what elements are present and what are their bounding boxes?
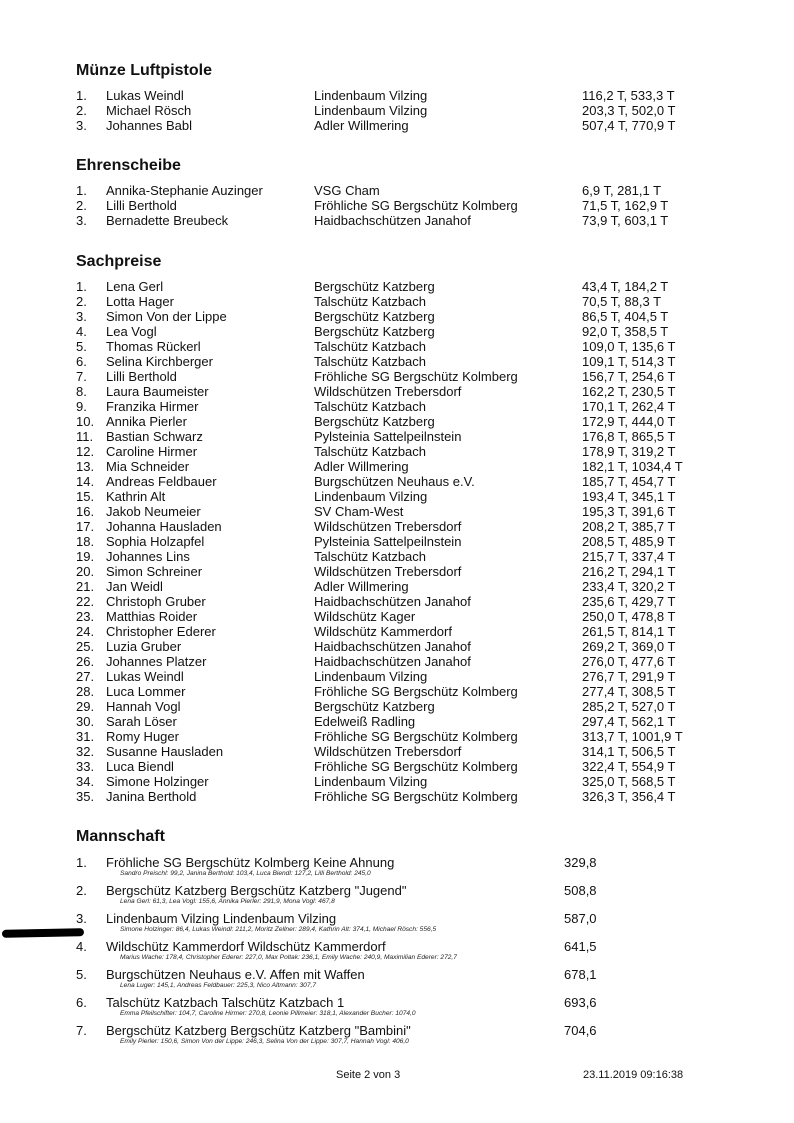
- team-score: 641,5: [564, 939, 597, 954]
- section-title-sachpreise: Sachpreise: [76, 253, 162, 270]
- ranking-row: [76, 759, 716, 774]
- shooter-name: Michael Rösch: [106, 103, 192, 118]
- result-value: 178,9 T, 319,2 T: [582, 444, 676, 459]
- shooter-name: Jakob Neumeier: [106, 504, 201, 519]
- team-rank: 2.: [76, 883, 87, 898]
- rank-number: 33.: [76, 759, 95, 774]
- shooter-name: Johannes Babl: [106, 118, 193, 133]
- shooter-name: Luzia Gruber: [106, 639, 182, 654]
- shooter-name: Selina Kirchberger: [106, 354, 213, 369]
- club-name: Talschütz Katzbach: [314, 549, 427, 564]
- ranking-row: [76, 564, 716, 579]
- result-value: 195,3 T, 391,6 T: [582, 504, 676, 519]
- result-value: 203,3 T, 502,0 T: [582, 103, 676, 118]
- rank-number: 9.: [76, 399, 87, 414]
- ranking-row: [76, 594, 716, 609]
- rank-number: 29.: [76, 699, 95, 714]
- club-name: Fröhliche SG Bergschütz Kolmberg: [314, 369, 518, 384]
- rank-number: 35.: [76, 789, 95, 804]
- team-entry: [76, 1023, 716, 1051]
- rank-number: 17.: [76, 519, 95, 534]
- result-value: 162,2 T, 230,5 T: [582, 384, 676, 399]
- club-name: Haidbachschützen Janahof: [314, 639, 471, 654]
- team-name: Talschütz Katzbach Talschütz Katzbach 1: [106, 995, 345, 1010]
- ranking-row: [76, 774, 716, 789]
- shooter-name: Simon Von der Lippe: [106, 309, 227, 324]
- shooter-name: Romy Huger: [106, 729, 179, 744]
- team-entry: [76, 883, 716, 911]
- ranking-row: [76, 324, 716, 339]
- rank-number: 2.: [76, 103, 87, 118]
- page-number: Seite 2 von 3: [336, 1069, 401, 1081]
- team-entry: [76, 967, 716, 995]
- result-value: 170,1 T, 262,4 T: [582, 399, 676, 414]
- rank-number: 5.: [76, 339, 87, 354]
- team-name: Wildschütz Kammerdorf Wildschütz Kammerdorf: [106, 939, 386, 954]
- ranking-row: [76, 744, 716, 759]
- shooter-name: Annika Pierler: [106, 414, 187, 429]
- team-member-scores: Emma Pfeilschifter: 104,7, Caroline Hirmer: 270,8, Leonie Pillmeier: 318,1, Alexander Bucher: 1074,0: [120, 1010, 416, 1017]
- shooter-name: Christopher Ederer: [106, 624, 216, 639]
- result-value: 156,7 T, 254,6 T: [582, 369, 676, 384]
- shooter-name: Johanna Hausladen: [106, 519, 222, 534]
- shooter-name: Luca Lommer: [106, 684, 186, 699]
- rank-number: 16.: [76, 504, 95, 519]
- ranking-row: [76, 489, 716, 504]
- section-title-ehrenscheibe: Ehrenscheibe: [76, 157, 181, 174]
- team-name: Burgschützen Neuhaus e.V. Affen mit Waffen: [106, 967, 365, 982]
- club-name: SV Cham-West: [314, 504, 404, 519]
- ranking-row: [76, 639, 716, 654]
- ranking-row: [76, 399, 716, 414]
- club-name: Lindenbaum Vilzing: [314, 103, 428, 118]
- rank-number: 3.: [76, 213, 87, 228]
- club-name: Haidbachschützen Janahof: [314, 213, 471, 228]
- ranking-row: [76, 474, 716, 489]
- sachpreise-list: [76, 279, 716, 804]
- club-name: Fröhliche SG Bergschütz Kolmberg: [314, 759, 518, 774]
- team-rank: 5.: [76, 967, 87, 982]
- rank-number: 23.: [76, 609, 95, 624]
- rank-number: 12.: [76, 444, 95, 459]
- ranking-row: [76, 459, 716, 474]
- club-name: Fröhliche SG Bergschütz Kolmberg: [314, 198, 518, 213]
- ranking-row: [76, 429, 716, 444]
- club-name: Wildschützen Trebersdorf: [314, 564, 462, 579]
- rank-number: 4.: [76, 324, 87, 339]
- print-timestamp: 23.11.2019 09:16:38: [583, 1069, 684, 1081]
- ranking-row: [76, 309, 716, 324]
- shooter-name: Christoph Gruber: [106, 594, 206, 609]
- club-name: Talschütz Katzbach: [314, 294, 427, 309]
- club-name: Edelweiß Radling: [314, 714, 416, 729]
- ranking-row: [76, 669, 716, 684]
- result-value: 176,8 T, 865,5 T: [582, 429, 676, 444]
- team-rank: 7.: [76, 1023, 87, 1038]
- shooter-name: Lea Vogl: [106, 324, 157, 339]
- shooter-name: Janina Berthold: [106, 789, 197, 804]
- team-member-scores: Marius Wache: 178,4, Christopher Ederer: 227,0, Max Poltak: 236,1, Emily Wache: 240,9, Maximilian Ederer: 272,7: [120, 954, 457, 961]
- club-name: Wildschützen Trebersdorf: [314, 744, 462, 759]
- team-score: 693,6: [564, 995, 597, 1010]
- rank-number: 3.: [76, 118, 87, 133]
- team-score: 587,0: [564, 911, 597, 926]
- ranking-row: [76, 654, 716, 669]
- result-value: 6,9 T, 281,1 T: [582, 183, 662, 198]
- shooter-name: Luca Biendl: [106, 759, 174, 774]
- result-value: 269,2 T, 369,0 T: [582, 639, 676, 654]
- rank-number: 21.: [76, 579, 95, 594]
- shooter-name: Franzika Hirmer: [106, 399, 199, 414]
- shooter-name: Thomas Rückerl: [106, 339, 201, 354]
- club-name: Adler Willmering: [314, 579, 409, 594]
- rank-number: 6.: [76, 354, 87, 369]
- rank-number: 32.: [76, 744, 95, 759]
- result-value: 109,0 T, 135,6 T: [582, 339, 676, 354]
- ranking-row: [76, 279, 716, 294]
- team-score: 678,1: [564, 967, 597, 982]
- ranking-row: [76, 444, 716, 459]
- shooter-name: Lukas Weindl: [106, 669, 184, 684]
- ranking-row: [76, 624, 716, 639]
- ranking-row: [76, 88, 716, 103]
- ranking-row: [76, 294, 716, 309]
- ranking-row: [76, 213, 716, 228]
- ranking-row: [76, 103, 716, 118]
- rank-number: 2.: [76, 294, 87, 309]
- club-name: Pylsteinia Sattelpeilnstein: [314, 429, 462, 444]
- team-entry: [76, 855, 716, 883]
- result-value: 322,4 T, 554,9 T: [582, 759, 676, 774]
- club-name: Burgschützen Neuhaus e.V.: [314, 474, 475, 489]
- ranking-row: [76, 339, 716, 354]
- shooter-name: Laura Baumeister: [106, 384, 209, 399]
- ranking-row: [76, 198, 716, 213]
- shooter-name: Lotta Hager: [106, 294, 174, 309]
- result-value: 172,9 T, 444,0 T: [582, 414, 676, 429]
- team-score: 329,8: [564, 855, 597, 870]
- rank-number: 13.: [76, 459, 95, 474]
- result-value: 235,6 T, 429,7 T: [582, 594, 676, 609]
- shooter-name: Hannah Vogl: [106, 699, 181, 714]
- club-name: Bergschütz Katzberg: [314, 699, 435, 714]
- shooter-name: Mia Schneider: [106, 459, 190, 474]
- rank-number: 28.: [76, 684, 95, 699]
- club-name: Haidbachschützen Janahof: [314, 594, 471, 609]
- team-name: Bergschütz Katzberg Bergschütz Katzberg "Jugend": [106, 883, 407, 898]
- ranking-row: [76, 684, 716, 699]
- club-name: Pylsteinia Sattelpeilnstein: [314, 534, 462, 549]
- club-name: Wildschützen Trebersdorf: [314, 384, 462, 399]
- team-rank: 3.: [76, 911, 87, 926]
- result-value: 71,5 T, 162,9 T: [582, 198, 669, 213]
- result-value: 216,2 T, 294,1 T: [582, 564, 676, 579]
- rank-number: 1.: [76, 88, 87, 103]
- team-rank: 4.: [76, 939, 87, 954]
- club-name: Wildschütz Kager: [314, 609, 416, 624]
- shooter-name: Bernadette Breubeck: [106, 213, 229, 228]
- rank-number: 22.: [76, 594, 95, 609]
- club-name: VSG Cham: [314, 183, 380, 198]
- team-entry: [76, 911, 716, 939]
- result-value: 325,0 T, 568,5 T: [582, 774, 676, 789]
- result-value: 277,4 T, 308,5 T: [582, 684, 676, 699]
- team-member-scores: Lena Gerl: 61,3, Lea Vogl: 155,6, Annika Pierler: 291,9, Mona Vogl: 467,8: [120, 898, 335, 905]
- result-value: 70,5 T, 88,3 T: [582, 294, 662, 309]
- team-rank: 6.: [76, 995, 87, 1010]
- result-value: 313,7 T, 1001,9 T: [582, 729, 683, 744]
- rank-number: 34.: [76, 774, 95, 789]
- result-value: 285,2 T, 527,0 T: [582, 699, 676, 714]
- club-name: Adler Willmering: [314, 118, 409, 133]
- rank-number: 18.: [76, 534, 95, 549]
- team-rank: 1.: [76, 855, 87, 870]
- team-member-scores: Sandro Preischl: 99,2, Janina Berthold: 103,4, Luca Biendl: 127,2, Lilli Berthold: 245,0: [120, 870, 371, 877]
- section-title-muenze: Münze Luftpistole: [76, 62, 212, 79]
- rank-number: 11.: [76, 429, 94, 444]
- rank-number: 2.: [76, 198, 87, 213]
- team-name: Bergschütz Katzberg Bergschütz Katzberg "Bambini": [106, 1023, 411, 1038]
- shooter-name: Matthias Roider: [106, 609, 198, 624]
- club-name: Talschütz Katzbach: [314, 354, 427, 369]
- shooter-name: Sarah Löser: [106, 714, 177, 729]
- result-value: 276,7 T, 291,9 T: [582, 669, 676, 684]
- rank-number: 7.: [76, 369, 87, 384]
- ranking-row: [76, 699, 716, 714]
- shooter-name: Johannes Lins: [106, 549, 190, 564]
- rank-number: 1.: [76, 183, 87, 198]
- team-member-scores: Emily Pierler: 150,6, Simon Von der Lippe: 246,3, Selina Von der Lippe: 307,7, Hannah Vogl: 406,0: [120, 1038, 409, 1045]
- ranking-row: [76, 789, 716, 804]
- ranking-row: [76, 729, 716, 744]
- result-value: 208,5 T, 485,9 T: [582, 534, 676, 549]
- team-entry: [76, 995, 716, 1023]
- shooter-name: Annika-Stephanie Auzinger: [106, 183, 263, 198]
- result-value: 43,4 T, 184,2 T: [582, 279, 669, 294]
- ranking-row: [76, 609, 716, 624]
- team-member-scores: Simone Holzinger: 86,4, Lukas Weindl: 211,2, Moritz Zellner: 289,4, Kathrin Alt: 374,1, Michael Rösch: 556,5: [120, 926, 437, 933]
- team-name: Lindenbaum Vilzing Lindenbaum Vilzing: [106, 911, 337, 926]
- shooter-name: Lukas Weindl: [106, 88, 184, 103]
- shooter-name: Lilli Berthold: [106, 369, 177, 384]
- ranking-row: [76, 549, 716, 564]
- shooter-name: Andreas Feldbauer: [106, 474, 217, 489]
- club-name: Bergschütz Katzberg: [314, 309, 435, 324]
- team-name: Fröhliche SG Bergschütz Kolmberg Keine Ahnung: [106, 855, 395, 870]
- club-name: Talschütz Katzbach: [314, 339, 427, 354]
- rank-number: 19.: [76, 549, 95, 564]
- shooter-name: Johannes Platzer: [106, 654, 207, 669]
- rank-number: 31.: [76, 729, 95, 744]
- club-name: Lindenbaum Vilzing: [314, 88, 428, 103]
- redaction-mark: [2, 928, 84, 938]
- result-value: 507,4 T, 770,9 T: [582, 118, 676, 133]
- shooter-name: Simone Holzinger: [106, 774, 209, 789]
- club-name: Lindenbaum Vilzing: [314, 489, 428, 504]
- shooter-name: Kathrin Alt: [106, 489, 166, 504]
- ranking-row: [76, 534, 716, 549]
- team-entry: [76, 939, 716, 967]
- ranking-row: [76, 414, 716, 429]
- club-name: Fröhliche SG Bergschütz Kolmberg: [314, 684, 518, 699]
- shooter-name: Lilli Berthold: [106, 198, 177, 213]
- ranking-row: [76, 519, 716, 534]
- muenze-list: [76, 88, 716, 133]
- result-value: 182,1 T, 1034,4 T: [582, 459, 683, 474]
- rank-number: 26.: [76, 654, 95, 669]
- club-name: Haidbachschützen Janahof: [314, 654, 471, 669]
- club-name: Bergschütz Katzberg: [314, 279, 435, 294]
- club-name: Talschütz Katzbach: [314, 444, 427, 459]
- club-name: Bergschütz Katzberg: [314, 414, 435, 429]
- section-title-mannschaft: Mannschaft: [76, 828, 165, 845]
- result-value: 185,7 T, 454,7 T: [582, 474, 676, 489]
- result-value: 250,0 T, 478,8 T: [582, 609, 676, 624]
- rank-number: 1.: [76, 279, 87, 294]
- club-name: Talschütz Katzbach: [314, 399, 427, 414]
- rank-number: 24.: [76, 624, 95, 639]
- result-value: 233,4 T, 320,2 T: [582, 579, 676, 594]
- result-value: 215,7 T, 337,4 T: [582, 549, 676, 564]
- team-score: 508,8: [564, 883, 597, 898]
- result-value: 73,9 T, 603,1 T: [582, 213, 669, 228]
- rank-number: 8.: [76, 384, 87, 399]
- shooter-name: Lena Gerl: [106, 279, 164, 294]
- ranking-row: [76, 714, 716, 729]
- rank-number: 10.: [76, 414, 95, 429]
- team-score: 704,6: [564, 1023, 597, 1038]
- ehrenscheibe-list: [76, 183, 716, 228]
- rank-number: 30.: [76, 714, 95, 729]
- ranking-row: [76, 504, 716, 519]
- result-value: 314,1 T, 506,5 T: [582, 744, 676, 759]
- result-value: 326,3 T, 356,4 T: [582, 789, 676, 804]
- ranking-row: [76, 118, 716, 133]
- ranking-row: [76, 369, 716, 384]
- ranking-row: [76, 354, 716, 369]
- ranking-row: [76, 579, 716, 594]
- club-name: Fröhliche SG Bergschütz Kolmberg: [314, 789, 518, 804]
- shooter-name: Caroline Hirmer: [106, 444, 198, 459]
- team-member-scores: Lena Luger: 145,1, Andreas Feldbauer: 225,3, Nico Altmann: 307,7: [120, 982, 316, 989]
- club-name: Fröhliche SG Bergschütz Kolmberg: [314, 729, 518, 744]
- result-value: 208,2 T, 385,7 T: [582, 519, 676, 534]
- rank-number: 27.: [76, 669, 95, 684]
- result-value: 193,4 T, 345,1 T: [582, 489, 676, 504]
- club-name: Adler Willmering: [314, 459, 409, 474]
- rank-number: 15.: [76, 489, 95, 504]
- result-value: 116,2 T, 533,3 T: [582, 88, 675, 103]
- club-name: Bergschütz Katzberg: [314, 324, 435, 339]
- shooter-name: Sophia Holzapfel: [106, 534, 205, 549]
- result-value: 276,0 T, 477,6 T: [582, 654, 676, 669]
- shooter-name: Simon Schreiner: [106, 564, 203, 579]
- shooter-name: Jan Weidl: [106, 579, 163, 594]
- rank-number: 20.: [76, 564, 95, 579]
- club-name: Wildschütz Kammerdorf: [314, 624, 452, 639]
- club-name: Lindenbaum Vilzing: [314, 669, 428, 684]
- shooter-name: Bastian Schwarz: [106, 429, 203, 444]
- ranking-row: [76, 384, 716, 399]
- result-value: 261,5 T, 814,1 T: [582, 624, 676, 639]
- result-value: 86,5 T, 404,5 T: [582, 309, 669, 324]
- ranking-row: [76, 183, 716, 198]
- result-value: 92,0 T, 358,5 T: [582, 324, 669, 339]
- rank-number: 3.: [76, 309, 87, 324]
- result-value: 297,4 T, 562,1 T: [582, 714, 676, 729]
- club-name: Wildschützen Trebersdorf: [314, 519, 462, 534]
- result-value: 109,1 T, 514,3 T: [582, 354, 676, 369]
- shooter-name: Susanne Hausladen: [106, 744, 224, 759]
- rank-number: 25.: [76, 639, 95, 654]
- rank-number: 14.: [76, 474, 95, 489]
- club-name: Lindenbaum Vilzing: [314, 774, 428, 789]
